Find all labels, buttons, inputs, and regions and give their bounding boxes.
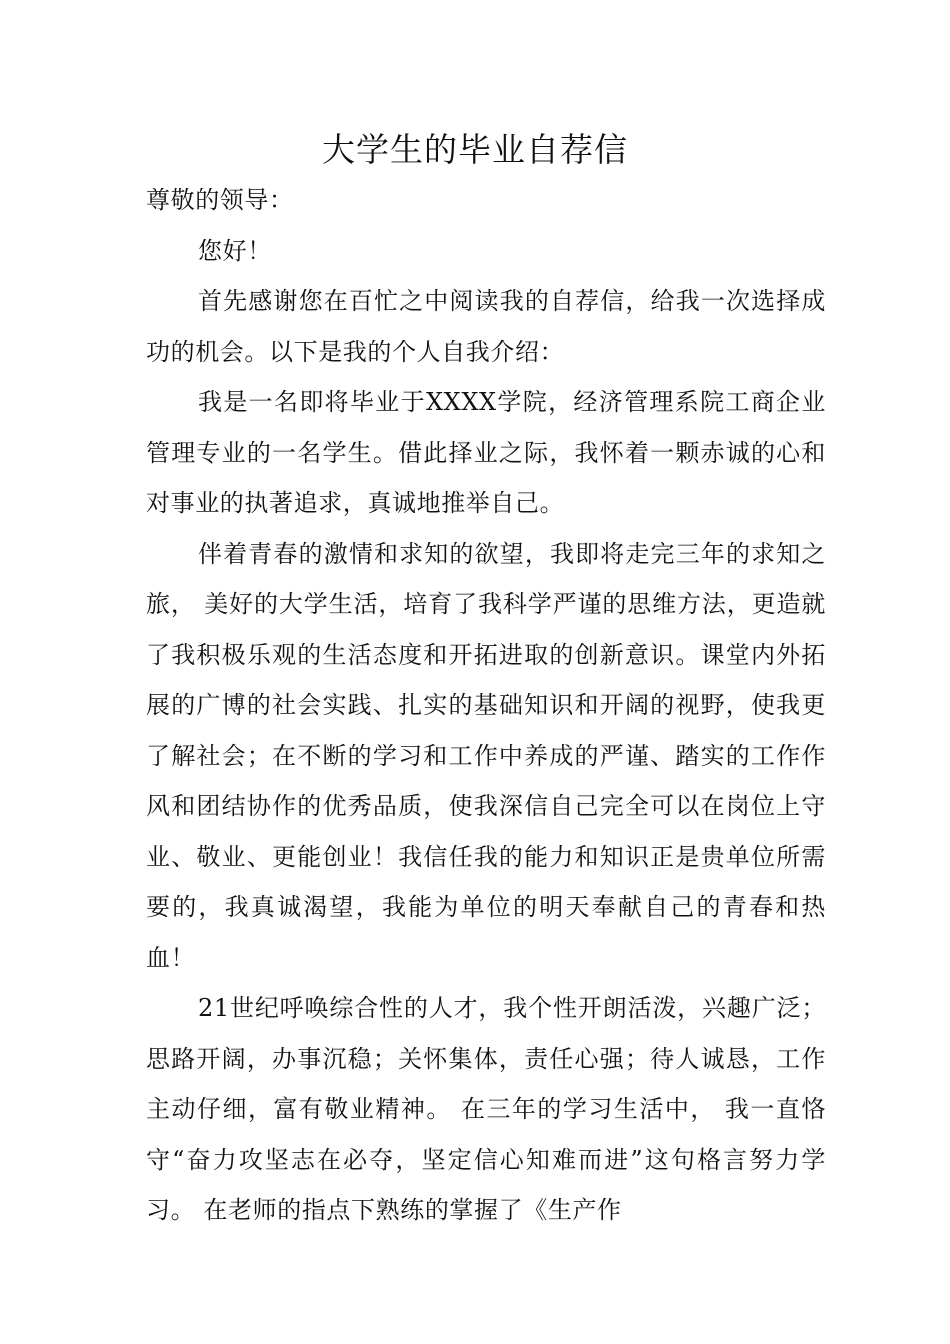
paragraph-background: 我是一名即将毕业于XXXX学院，经济管理系院工商企业管理专业的一名学生。借此择业之际，我怀着一颗赤诚的心和对事业的执著追求，真诚地推举自己。 — [146, 388, 826, 517]
paragraph-intro: 首先感谢您在百忙之中阅读我的自荐信，给我一次选择成功的机会。以下是我的个人自我介绍： — [146, 287, 826, 366]
paragraph-college-life: 伴着青春的激情和求知的欲望，我即将走完三年的求知之旅， 美好的大学生活，培育了我科学严谨的思维方法，更造就了我积极乐观的生活态度和开拓进取的创新意识。课堂内外拓展的广博的社会实践、扎实的基础知识和开阔的视野，使我更了解社会；在不断的学习和工作中养成的严谨、踏实的工作作风和团结协作的优秀品质，使我深信自己完全可以在岗位上守业、敬业、更能创业！我信任我的能力和知识正是贵单位所需要的，我真诚渴望，我能为单位的明天奉献自己的青春和热血！ — [146, 539, 826, 972]
greeting: 您好！ — [198, 236, 272, 265]
document-title: 大学生的毕业自荐信 — [322, 130, 628, 169]
salutation: 尊敬的领导： — [146, 186, 294, 214]
letter-body — [146, 175, 826, 1236]
paragraph-personality: 21世纪呼唤综合性的人才，我个性开朗活泼，兴趣广泛；思路开阔，办事沉稳；关怀集体，责任心强；待人诚恳，工作主动仔细，富有敬业精神。 在三年的学习生活中， 我一直恪守“奋力攻坚志在必夺，坚定信心知难而进”这句格言努力学习。 在老师的指点下熟练的掌握了《生产作 — [146, 994, 826, 1224]
